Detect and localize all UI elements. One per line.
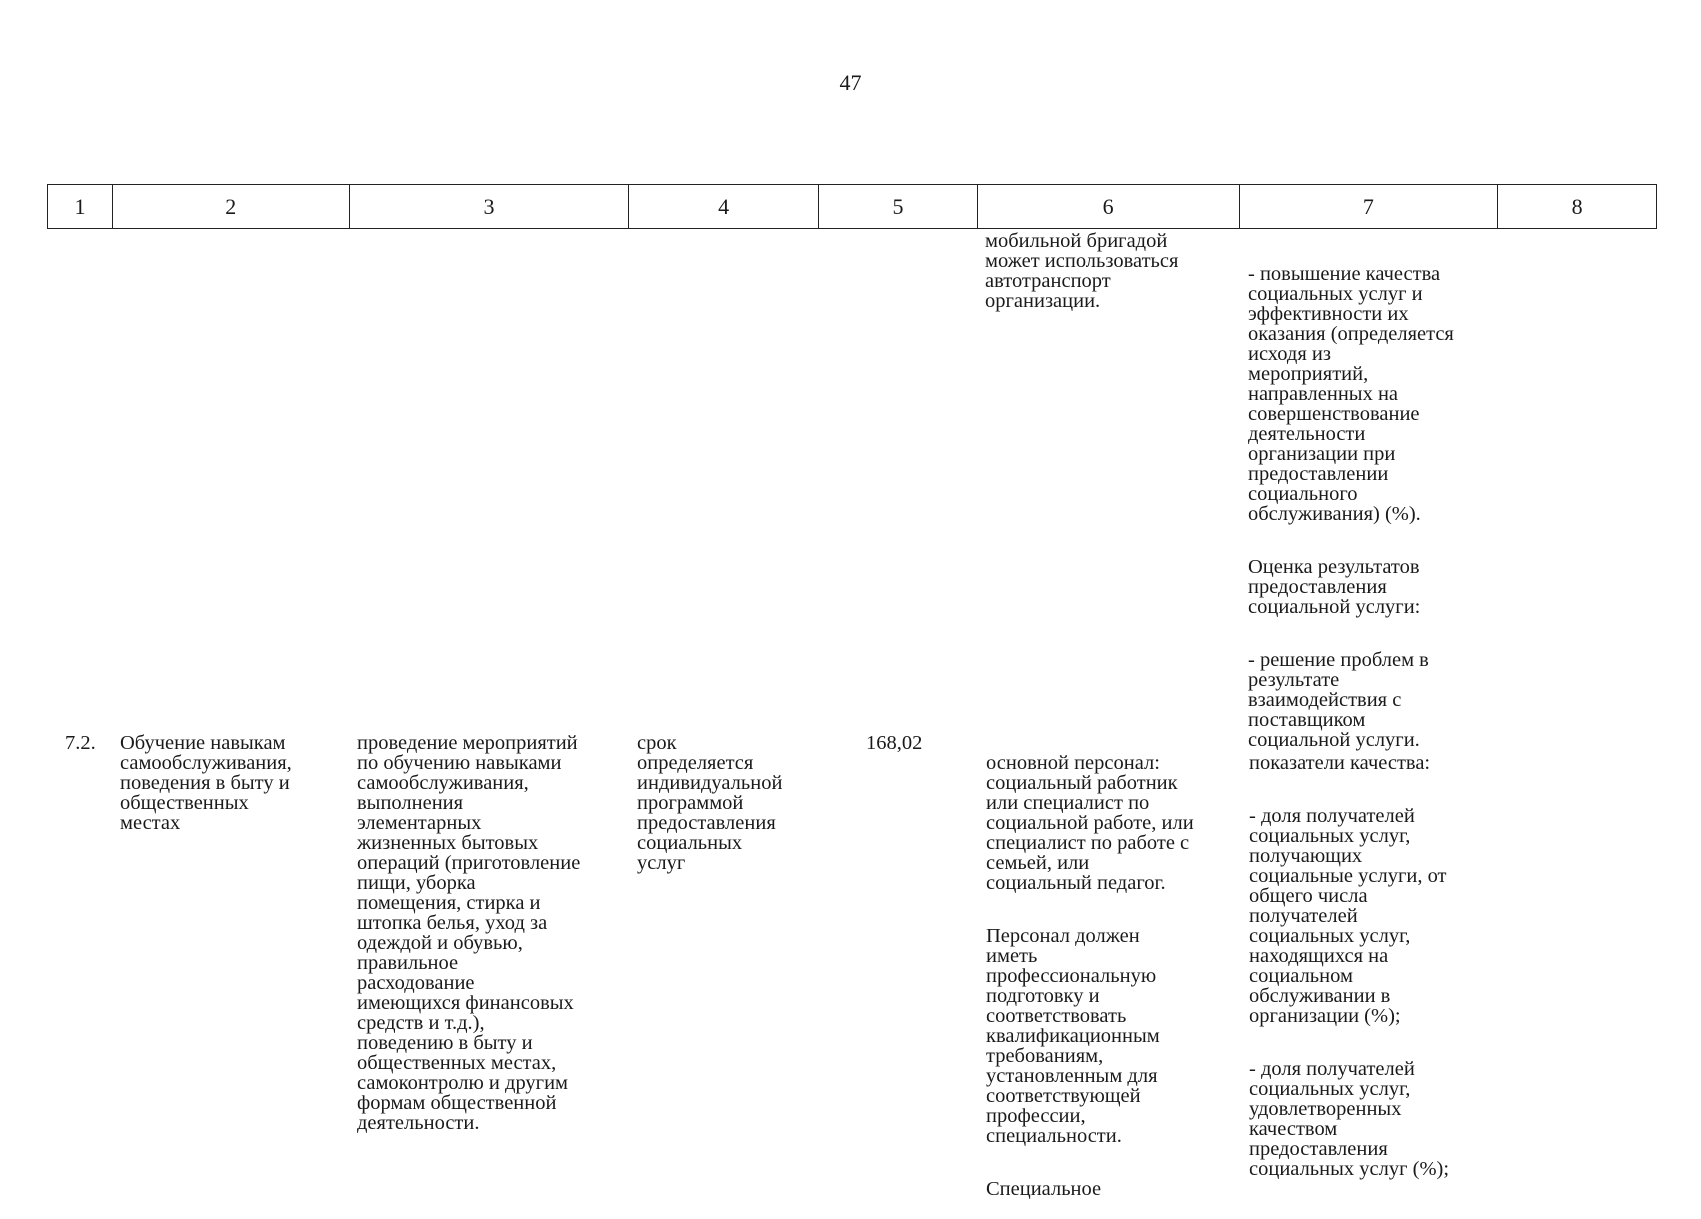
header-col-4: 4: [628, 185, 818, 228]
quality-paragraph: - доля получателей социальных услуг, удовлетворенных качеством предоставления социальных услуг (%);: [1249, 1058, 1450, 1180]
continuation-col6-text: мобильной бригадой может использоваться автотранспорт организации.: [985, 230, 1179, 312]
staff-paragraph: основной персонал: социальный работник или специалист по социальной работе, или специалист по работе с семьей, или социальный педагог.: [986, 752, 1194, 894]
service-term: срок определяется индивидуальной программой предоставления социальных услуг: [637, 732, 783, 874]
service-tariff: 168,02: [866, 732, 923, 754]
quality-paragraph: показатели качества:: [1249, 752, 1431, 774]
continuation-col7: [1248, 244, 1454, 770]
service-description: проведение мероприятий по обучению навыками самообслуживания, выполнения элементарных жизненных бытовых операций (приготовление пищи, уборка помещения, стирка и штопка белья, уход за одеждой и обувью, правильное расходование имеющихся финансовых средств и т.д.), поведению в быту и общественных местах, самоконтролю и другим формам общественной деятельности.: [357, 732, 581, 1134]
staff-paragraph: Персонал должен иметь профессиональную подготовку и соответствовать квалификационным требованиям, установленным для соответствующей профессии, специальности.: [986, 925, 1160, 1147]
quality-paragraph: - доля получателей социальных услуг, получающих социальные услуги, от общего числа получателей социальных услуг, находящихся на социальном обслуживании в организации (%);: [1249, 805, 1447, 1027]
header-col-8: 8: [1497, 185, 1656, 228]
page-number: 47: [839, 70, 862, 95]
header-col-2: 2: [112, 185, 349, 228]
continuation-col7-paragraph: Оценка результатов предоставления социальной услуги:: [1248, 556, 1421, 618]
header-col-1: 1: [74, 193, 86, 219]
header-col-3: 3: [349, 185, 629, 228]
table-header-row: [47, 184, 1657, 229]
continuation-col7-paragraph: - повышение качества социальных услуг и эффективности их оказания (определяется исходя из мероприятий, направленных на совершенствование деятельности организации при предоставлении социального обслуживания) (%).: [1248, 263, 1454, 525]
continuation-col7-paragraph: - решение проблем в результате взаимодействия с поставщиком социальной услуги.: [1248, 649, 1429, 751]
header-col-7: 7: [1239, 185, 1498, 228]
header-col-6: 6: [977, 185, 1239, 228]
header-col-5: 5: [818, 185, 977, 228]
service-name: Обучение навыкам самообслуживания, поведения в быту и общественных местах: [120, 732, 292, 834]
row-number: 7.2.: [65, 732, 96, 754]
staff-paragraph: Специальное: [986, 1178, 1102, 1200]
service-quality: [1249, 733, 1449, 1199]
service-staff: [986, 733, 1194, 1219]
